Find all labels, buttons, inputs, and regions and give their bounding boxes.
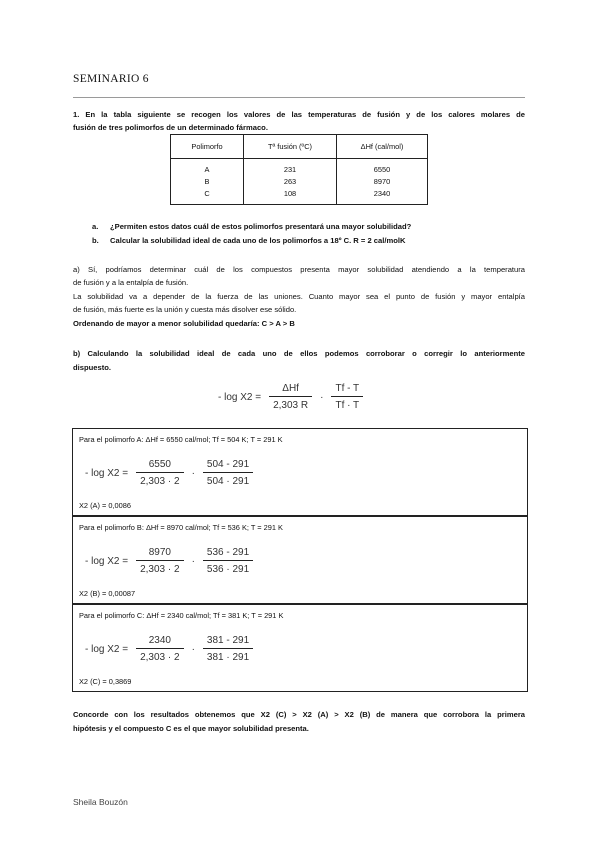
answer-a-line-5: Ordenando de mayor a menor solubilidad quedaría: C > A > B — [73, 319, 295, 328]
title-divider — [73, 97, 525, 98]
calc-box-header: Para el polimorfo C: ΔHf = 2340 cal/mol; Tf = 381 K; T = 291 K — [79, 611, 284, 620]
conclusion-line-1: Concorde con los resultados obtenemos que X2 (C) > X2 (A) > X2 (B) de manera que corrobora la primera — [73, 710, 525, 719]
formula-numerator: Tf - T — [335, 383, 360, 394]
calc-result: X2 (A) = 0,0086 — [79, 501, 131, 510]
formula-dot: · — [191, 467, 195, 479]
formula-numerator: ΔHf — [282, 383, 299, 394]
polymorph-table — [170, 134, 428, 205]
formula-fraction-1 — [136, 459, 183, 487]
table-column-tfusion — [244, 159, 337, 205]
table-header-row — [171, 135, 428, 159]
table-header: Polimorfo — [171, 135, 244, 159]
formula-numerator: 536 - 291 — [206, 547, 250, 558]
question-a — [92, 220, 411, 233]
formula-numerator: 6550 — [148, 459, 171, 470]
calc-formula — [85, 635, 253, 663]
formula-denominator: 504 · 291 — [203, 472, 253, 487]
question-1-number: 1. — [73, 110, 80, 119]
formula-numerator: 381 - 291 — [206, 635, 250, 646]
answer-b-line-1: b) Calculando la solubilidad ideal de cada uno de ellos podemos corroborar o corregir lo anteriormente — [73, 349, 525, 358]
calc-box-a — [72, 428, 528, 516]
formula-denominator: Tf · T — [331, 396, 363, 411]
answer-b-line-2: dispuesto. — [73, 363, 111, 372]
calc-box-header: Para el polimorfo B: ΔHf = 8970 cal/mol; Tf = 536 K; T = 291 K — [79, 523, 283, 532]
question-a-text: ¿Permiten estos datos cuál de estos polimorfos presentará una mayor solubilidad? — [110, 222, 412, 231]
formula-fraction-1 — [136, 547, 183, 575]
calc-formula — [85, 547, 253, 575]
question-b-marker: b. — [92, 236, 99, 245]
formula-denominator: 536 · 291 — [203, 560, 253, 575]
calc-result: X2 (C) = 0,3869 — [79, 677, 132, 686]
answer-a-line-4: de fusión, más fuerte es la unión y cuesta más disolver ese sólido. — [73, 305, 297, 314]
question-b — [92, 234, 405, 247]
formula-fraction-2 — [203, 547, 253, 575]
calc-result: X2 (B) = 0,00087 — [79, 589, 136, 598]
question-a-marker: a. — [92, 222, 99, 231]
formula-lhs: - log X2 = — [85, 467, 129, 479]
formula-numerator: 504 - 291 — [206, 459, 250, 470]
formula-denominator: 2,303 · 2 — [136, 560, 183, 575]
table-cell: 6550 — [373, 164, 391, 174]
page-title: SEMINARIO 6 — [73, 73, 149, 85]
formula-numerator: 2340 — [148, 635, 171, 646]
formula-fraction-2 — [203, 635, 253, 663]
table-cell: 8970 — [373, 176, 391, 186]
table-cell: B — [204, 176, 210, 186]
formula-denominator: 2,303 · 2 — [136, 472, 183, 487]
formula-fraction-1 — [136, 635, 183, 663]
formula-fraction-2 — [331, 383, 363, 411]
question-1-text-2: fusión de tres polimorfos de un determinado fármaco. — [73, 123, 268, 132]
table-cell: C — [204, 188, 210, 198]
table-column-dhf — [337, 159, 428, 205]
formula-dot: · — [320, 391, 324, 403]
question-1-text-1: En la tabla siguiente se recogen los valores de las temperaturas de fusión y de los calores molares de — [85, 110, 525, 119]
table-cell: A — [204, 164, 210, 174]
question-1-line-1 — [73, 108, 525, 121]
table-cell: 263 — [283, 176, 297, 186]
formula-numerator: 8970 — [148, 547, 171, 558]
formula-lhs: - log X2 = — [85, 643, 129, 655]
formula-dot: · — [191, 555, 195, 567]
footer-author: Sheila Bouzón — [73, 797, 128, 807]
formula-denominator: 2,303 R — [269, 396, 312, 411]
formula-denominator: 2,303 · 2 — [136, 648, 183, 663]
table-cell: 108 — [283, 188, 297, 198]
calc-box-header: Para el polimorfo A: ΔHf = 6550 cal/mol; Tf = 504 K; T = 291 K — [79, 435, 283, 444]
calc-formula — [85, 459, 253, 487]
table-header: ΔHf (cal/mol) — [337, 135, 428, 159]
answer-a-line-2: de fusión y a la entalpía de fusión. — [73, 278, 189, 287]
formula-lhs: - log X2 = — [218, 391, 262, 403]
answer-a-line-3: La solubilidad va a depender de la fuerza de las uniones. Cuanto mayor sea el punto de fusión y mayor entalpía — [73, 292, 525, 301]
formula-fraction-2 — [203, 459, 253, 487]
calc-box-c — [72, 604, 528, 692]
general-formula — [218, 383, 363, 411]
question-b-text: Calcular la solubilidad ideal de cada uno de los polimorfos a 18º C. R = 2 cal/molK — [110, 236, 406, 245]
table-header: Tª fusión (ºC) — [244, 135, 337, 159]
table-column-polimorfo — [171, 159, 244, 205]
answer-a-line-1: a) Sí, podríamos determinar cuál de los compuestos presenta mayor solubilidad atendiendo a la temperatura — [73, 265, 525, 274]
formula-lhs: - log X2 = — [85, 555, 129, 567]
calc-box-b — [72, 516, 528, 604]
conclusion-line-2: hipótesis y el compuesto C es el que mayor solubilidad presenta. — [73, 724, 309, 733]
formula-fraction-1 — [269, 383, 312, 411]
table-cell: 2340 — [373, 188, 391, 198]
table-cell: 231 — [283, 164, 297, 174]
formula-dot: · — [191, 643, 195, 655]
formula-denominator: 381 · 291 — [203, 648, 253, 663]
table-values-row — [171, 159, 428, 205]
